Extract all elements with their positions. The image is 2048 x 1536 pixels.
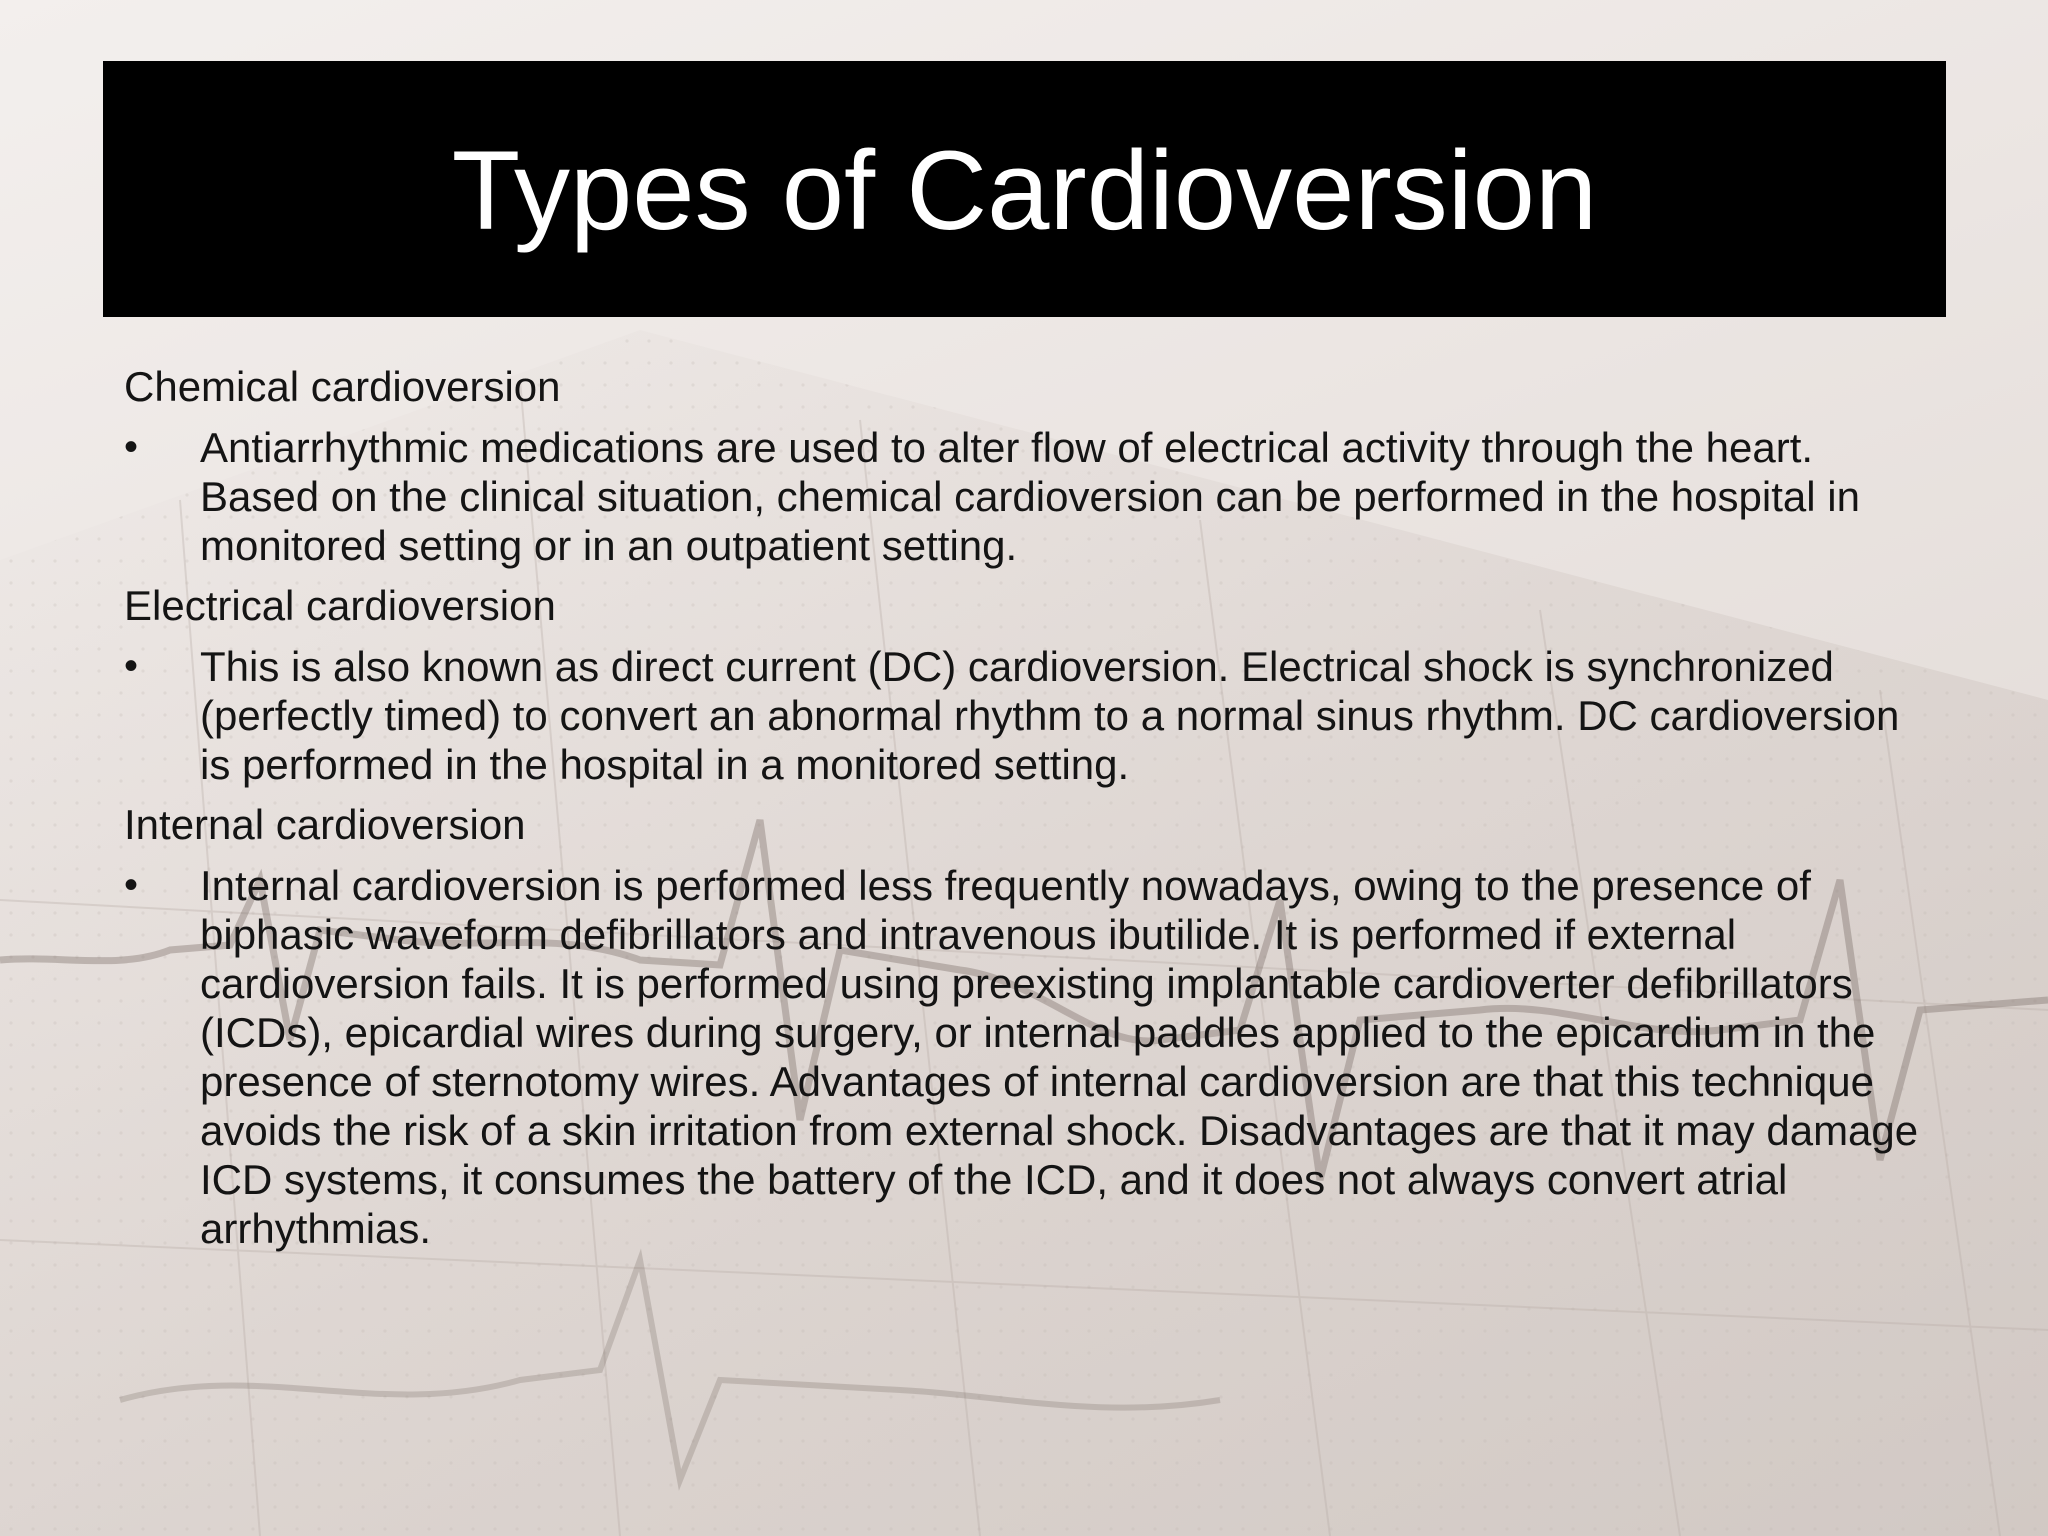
slide-body [124, 362, 1924, 1264]
bullet-item [124, 423, 1924, 570]
section-heading: Electrical cardioversion [124, 582, 556, 629]
section-heading: Internal cardioversion [124, 801, 526, 848]
section-electrical-cardioversion [124, 581, 1924, 789]
bullet-dot-icon: • [124, 863, 139, 907]
bullet-item [124, 861, 1924, 1253]
bullet-dot-icon: • [124, 425, 139, 469]
bullet-text: Internal cardioversion is performed less frequently nowadays, owing to the presence of biphasic waveform defibrillators and intravenous ibutilide. It is performed if external cardioversion fails. It is performed using preexisting implantable cardioverter defibrillators (ICDs), epicardial wires during surgery, or internal paddles applied to the epicardium in the presence of sternotomy wires. Advantages of internal cardioversion are that this technique avoids the risk of a skin irritation from external shock. Disadvantages are that it may damage ICD systems, it consumes the battery of the ICD, and it does not always convert atrial arrhythmias. [200, 862, 1919, 1252]
section-internal-cardioversion [124, 800, 1924, 1253]
slide-title: Types of Cardioversion [451, 128, 1598, 253]
bullet-text: This is also known as direct current (DC) cardioversion. Electrical shock is synchronized (perfectly timed) to convert an abnormal rhythm to a normal sinus rhythm. DC cardioversion is performed in the hospital in a monitored setting. [200, 643, 1900, 788]
section-chemical-cardioversion [124, 362, 1924, 570]
bullet-item [124, 642, 1924, 789]
bullet-text: Antiarrhythmic medications are used to alter flow of electrical activity through the heart. Based on the clinical situation, chemical cardioversion can be performed in the hospital in monitored setting or in an outpatient setting. [200, 424, 1860, 569]
section-heading: Chemical cardioversion [124, 363, 561, 410]
bullet-dot-icon: • [124, 644, 139, 688]
title-bar [103, 61, 1946, 317]
